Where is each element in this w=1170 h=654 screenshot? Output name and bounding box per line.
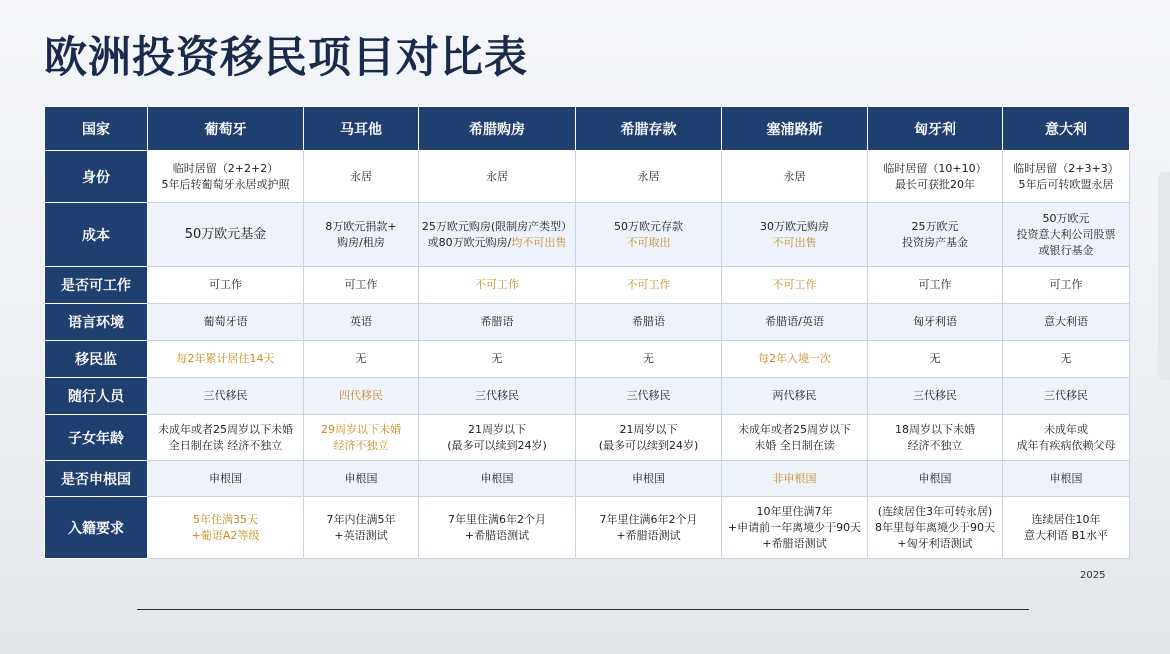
table-cell (304, 203, 419, 267)
row-label: 语言环境 (45, 304, 148, 341)
table-cell (304, 378, 419, 415)
table-cell (576, 415, 722, 461)
cell-line: 21周岁以下 (468, 422, 526, 436)
cell-line: 全日制在读 经济不独立 (168, 438, 283, 452)
cell-line: 投资意大利公司股票 (1016, 227, 1116, 241)
cell-line: 永居 (637, 169, 660, 183)
table-cell (868, 341, 1003, 378)
cell-line: 7年内住满5年 (326, 512, 396, 526)
cell-line: 临时居留（2+2+2） (172, 161, 279, 175)
cell-line: 无 (355, 352, 367, 365)
cell-line: 无 (491, 352, 503, 365)
table-cell (304, 267, 419, 304)
cell-line: 21周岁以下 (619, 422, 678, 436)
cell-line: +申请前一年离境少于90天 (727, 520, 862, 534)
cell-line: 29周岁以下未婚 (321, 422, 401, 436)
cell-line: 无 (643, 352, 654, 365)
row-label: 成本 (45, 203, 148, 267)
cell-line: (连续居住3年可转永居) (877, 504, 993, 518)
cell-line: 匈牙利语 (913, 315, 957, 328)
table-cell (304, 415, 419, 461)
table-cell (419, 378, 576, 415)
table-cell (148, 415, 304, 461)
cell-line: 18周岁以下未婚 (895, 422, 975, 436)
table-cell (576, 151, 722, 203)
page-title: 欧洲投资移民项目对比表 (44, 33, 528, 83)
table-cell (1003, 341, 1130, 378)
cell-line: 或80万欧元购房/ (427, 235, 512, 249)
table-cell (868, 304, 1003, 341)
cell-line: 永居 (486, 169, 508, 183)
table-cell (722, 304, 868, 341)
cell-line: +希腊语测试 (464, 528, 530, 542)
cell-highlight: 不可取出 (626, 235, 671, 249)
table-cell (148, 304, 304, 341)
table-cell (419, 415, 576, 461)
table-cell (304, 151, 419, 203)
cell-line: 可工作 (344, 278, 378, 291)
cell-line: 不可工作 (626, 278, 671, 291)
cell-line: 50万欧元 (1042, 211, 1090, 225)
table-cell (868, 151, 1003, 203)
table-cell (868, 415, 1003, 461)
table-cell (722, 267, 868, 304)
bottom-divider (137, 609, 1029, 610)
cell-line: 5年住满35天 (193, 512, 258, 526)
cell-line: 申根国 (918, 471, 952, 485)
cell-highlight: 不可出售 (772, 235, 817, 249)
table-cell (304, 461, 419, 497)
table-cell (722, 497, 868, 559)
cell-line: 意大利语 B1水平 (1023, 528, 1109, 542)
table-cell (304, 304, 419, 341)
cell-line: 无 (929, 352, 941, 365)
table-cell (419, 151, 576, 203)
table-row (45, 461, 1130, 497)
cell-line: 未成年或 (1044, 422, 1088, 436)
cell-line: 成年有疾病依赖父母 (1016, 438, 1116, 452)
cell-line: 未成年或者25周岁以下未婚 (158, 422, 293, 436)
table-cell (1003, 151, 1130, 203)
cell-line: 8万欧元捐款+ (325, 219, 397, 233)
table-cell (722, 378, 868, 415)
table-cell (419, 267, 576, 304)
header-country: 塞浦路斯 (722, 107, 868, 151)
cell-line: (最多可以续到24岁) (447, 438, 547, 452)
cell-line: (最多可以续到24岁) (598, 438, 699, 452)
table-body (45, 151, 1130, 559)
table-cell (1003, 461, 1130, 497)
cell-line: 非申根国 (772, 471, 817, 485)
cell-line: 三代移民 (203, 389, 248, 402)
table-cell (576, 267, 722, 304)
cell-highlight: 均不可出售 (511, 235, 567, 249)
cell-line: 经济不独立 (333, 438, 389, 452)
cell-line: +葡语A2等级 (191, 528, 260, 542)
cell-line: 每2年入境一次 (758, 352, 831, 365)
cell-line: 经济不独立 (907, 438, 963, 452)
table-cell (419, 304, 576, 341)
header-corner: 国家 (45, 107, 148, 151)
row-label: 移民监 (45, 341, 148, 378)
table-cell (304, 497, 419, 559)
cell-line: 不可工作 (475, 278, 519, 291)
cell-line: 未婚 全日制在读 (754, 438, 835, 452)
cell-line: 英语 (350, 315, 372, 328)
cell-line: 8年里每年离境少于90天 (875, 520, 995, 534)
cell-line: 可工作 (918, 278, 952, 291)
cell-line: 永居 (783, 169, 806, 183)
row-label: 是否可工作 (45, 267, 148, 304)
table-cell (576, 497, 722, 559)
cell-line: 申根国 (632, 471, 665, 485)
table-cell (868, 497, 1003, 559)
cell-line: 申根国 (1049, 471, 1083, 485)
cell-line: 购房/租房 (337, 235, 385, 249)
cell-line: 希腊语 (480, 315, 514, 328)
cell-line: 葡萄牙语 (203, 315, 248, 328)
table-cell (868, 203, 1003, 267)
cell-line: 希腊语 (632, 315, 665, 328)
row-label: 身份 (45, 151, 148, 203)
cell-line: 50万欧元存款 (614, 219, 683, 233)
header-country: 希腊购房 (419, 107, 576, 151)
table-cell (868, 267, 1003, 304)
table-row (45, 341, 1130, 378)
table-cell (722, 341, 868, 378)
cell-line: 每2年累计居住14天 (176, 352, 275, 365)
cell-line: 三代移民 (1044, 389, 1088, 402)
table-cell (576, 378, 722, 415)
table-cell (868, 378, 1003, 415)
cell-line: 50万欧元基金 (184, 226, 267, 242)
row-label: 是否申根国 (45, 461, 148, 497)
cell-line: +匈牙利语测试 (897, 536, 973, 550)
cell-line: 永居 (350, 169, 372, 183)
cell-line: 连续居住10年 (1031, 512, 1101, 526)
table-cell (722, 415, 868, 461)
table-cell (722, 203, 868, 267)
table-cell (576, 304, 722, 341)
table-row (45, 497, 1130, 559)
header-country: 马耳他 (304, 107, 419, 151)
table-cell (576, 461, 722, 497)
cell-line: 7年里住满6年2个月 (448, 512, 546, 526)
cell-line: 两代移民 (772, 389, 817, 402)
cell-line: 四代移民 (339, 389, 383, 402)
scroll-edge-tab (1158, 172, 1170, 380)
year-label: 2025 (1080, 570, 1106, 581)
cell-line: 无 (1060, 352, 1072, 365)
table-cell (148, 341, 304, 378)
cell-line: 25万欧元购房(限制房产类型） (421, 219, 573, 233)
cell-line: +希腊语测试 (762, 536, 827, 550)
table-cell (419, 497, 576, 559)
cell-line: 三代移民 (913, 389, 957, 402)
cell-line (421, 235, 573, 251)
cell-line: 三代移民 (626, 389, 671, 402)
table-cell (148, 497, 304, 559)
table-cell (419, 203, 576, 267)
cell-line: 30万欧元购房 (760, 219, 829, 233)
table-cell (419, 341, 576, 378)
cell-line: 申根国 (480, 471, 514, 485)
table-cell (148, 267, 304, 304)
cell-line: 投资房产基金 (902, 235, 968, 249)
table-cell (1003, 497, 1130, 559)
cell-line: 三代移民 (475, 389, 519, 402)
table-cell (1003, 203, 1130, 267)
cell-line: 10年里住满7年 (756, 504, 833, 518)
table-row (45, 151, 1130, 203)
cell-line: 7年里住满6年2个月 (599, 512, 698, 526)
header-country: 葡萄牙 (148, 107, 304, 151)
cell-line: 申根国 (209, 471, 242, 485)
table-cell (722, 151, 868, 203)
table-cell (419, 461, 576, 497)
table-cell (1003, 415, 1130, 461)
cell-line: 未成年或者25周岁以下 (738, 422, 851, 436)
cell-line: +英语测试 (334, 528, 388, 542)
table-cell (576, 341, 722, 378)
table-cell (148, 461, 304, 497)
row-label: 入籍要求 (45, 497, 148, 559)
cell-line: +希腊语测试 (616, 528, 681, 542)
table-row (45, 378, 1130, 415)
table-row (45, 267, 1130, 304)
cell-line: 可工作 (1049, 278, 1083, 291)
table-cell (1003, 378, 1130, 415)
cell-line: 意大利语 (1044, 315, 1088, 328)
cell-line: 申根国 (344, 471, 378, 485)
comparison-table (44, 106, 1130, 559)
header-country: 匈牙利 (868, 107, 1003, 151)
table-row (45, 415, 1130, 461)
cell-line: 5年后转葡萄牙永居或护照 (161, 177, 290, 191)
table-cell (576, 203, 722, 267)
table-cell (722, 461, 868, 497)
table-cell (868, 461, 1003, 497)
cell-line: 临时居留（10+10） (883, 161, 987, 175)
table-cell (1003, 304, 1130, 341)
cell-line: 5年后可转欧盟永居 (1018, 177, 1114, 191)
table-cell (304, 341, 419, 378)
header-country: 意大利 (1003, 107, 1130, 151)
cell-line: 最长可获批20年 (895, 177, 975, 191)
cell-line: 不可工作 (772, 278, 817, 291)
header-row (45, 107, 1130, 151)
row-label: 随行人员 (45, 378, 148, 415)
cell-line: 希腊语/英语 (765, 315, 824, 328)
header-country: 希腊存款 (576, 107, 722, 151)
cell-line: 或银行基金 (1038, 243, 1094, 257)
table-cell (148, 378, 304, 415)
table-cell (148, 203, 304, 267)
table-row (45, 203, 1130, 267)
cell-line: 25万欧元 (911, 219, 959, 233)
cell-line: 可工作 (209, 278, 242, 291)
cell-line: 临时居留（2+3+3） (1013, 161, 1119, 175)
row-label: 子女年龄 (45, 415, 148, 461)
table-cell (1003, 267, 1130, 304)
table-cell (148, 151, 304, 203)
table-row (45, 304, 1130, 341)
